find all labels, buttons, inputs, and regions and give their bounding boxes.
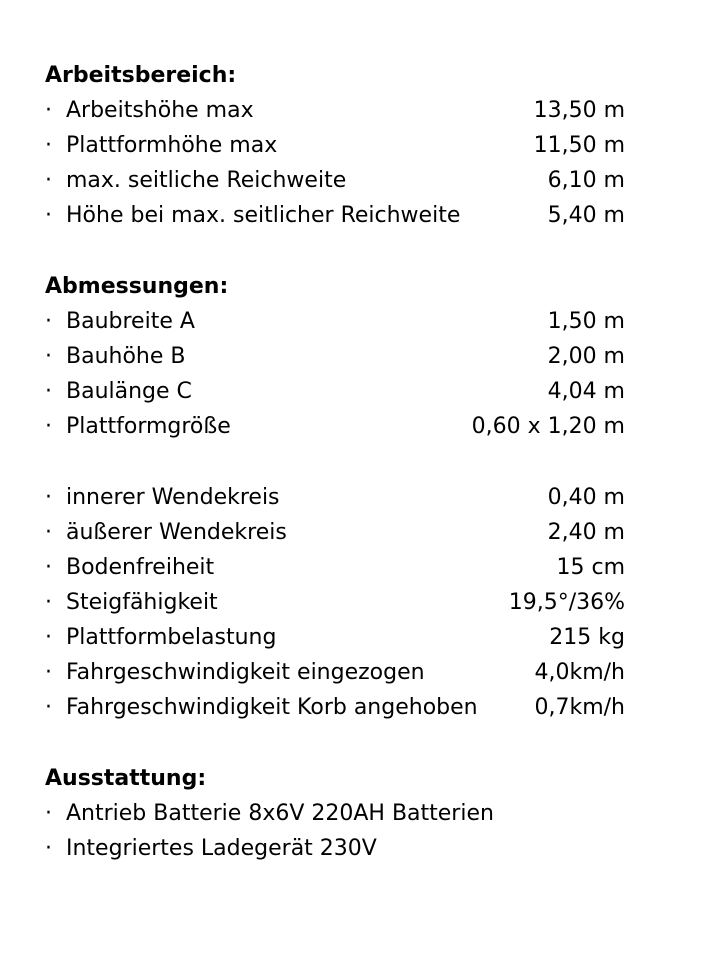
bullet: · xyxy=(45,203,52,228)
section-heading-ausstattung: Ausstattung: xyxy=(45,766,207,791)
bullet: · xyxy=(45,836,52,861)
spec-value: 2,00 m xyxy=(547,344,625,369)
spec-row-bodenfreiheit xyxy=(45,554,625,582)
spec-label: max. seitliche Reichweite xyxy=(66,168,347,193)
bullet: · xyxy=(45,379,52,404)
spec-value: 4,0km/h xyxy=(534,660,625,685)
spec-value: 15 cm xyxy=(556,555,625,580)
spec-label: Fahrgeschwindigkeit Korb angehoben xyxy=(66,695,478,720)
spec-label: Plattformbelastung xyxy=(66,625,277,650)
section-heading-abmessungen: Abmessungen: xyxy=(45,274,229,299)
spec-row-bauhoehe xyxy=(45,343,625,371)
spec-row-arbeitshoehe xyxy=(45,97,625,125)
bullet: · xyxy=(45,485,52,510)
spec-value: 5,40 m xyxy=(547,203,625,228)
spec-label: Arbeitshöhe max xyxy=(66,98,254,123)
bullet: · xyxy=(45,414,52,439)
spec-label: Plattformgröße xyxy=(66,414,231,439)
feature-label: Antrieb Batterie 8x6V 220AH Batterien xyxy=(66,801,494,826)
bullet: · xyxy=(45,309,52,334)
spec-label: Fahrgeschwindigkeit eingezogen xyxy=(66,660,425,685)
spec-label: Bodenfreiheit xyxy=(66,555,215,580)
spec-row-seitliche-reichweite xyxy=(45,167,625,195)
spec-value: 1,50 m xyxy=(547,309,625,334)
spec-value: 0,7km/h xyxy=(534,695,625,720)
section-heading-arbeitsbereich: Arbeitsbereich: xyxy=(45,63,237,88)
bullet: · xyxy=(45,660,52,685)
bullet: · xyxy=(45,555,52,580)
feature-row-antrieb xyxy=(45,800,625,828)
spec-row-plattformgroesse xyxy=(45,413,625,441)
spec-row-hoehe-reichweite xyxy=(45,202,625,230)
bullet: · xyxy=(45,133,52,158)
bullet: · xyxy=(45,625,52,650)
spec-label: Baubreite A xyxy=(66,309,195,334)
spec-row-fahrgeschwindigkeit-eingezogen xyxy=(45,659,625,687)
spec-value: 13,50 m xyxy=(533,98,625,123)
spec-row-fahrgeschwindigkeit-angehoben xyxy=(45,694,625,722)
spec-row-baubreite xyxy=(45,308,625,336)
spec-row-aeusserer-wendekreis xyxy=(45,519,625,547)
spec-value: 2,40 m xyxy=(547,520,625,545)
spec-value: 6,10 m xyxy=(547,168,625,193)
spec-label: Höhe bei max. seitlicher Reichweite xyxy=(66,203,461,228)
spec-row-steigfaehigkeit xyxy=(45,589,625,617)
spec-value: 215 kg xyxy=(549,625,625,650)
bullet: · xyxy=(45,801,52,826)
spec-row-plattformbelastung xyxy=(45,624,625,652)
spec-label: Plattformhöhe max xyxy=(66,133,278,158)
bullet: · xyxy=(45,590,52,615)
spec-value: 0,40 m xyxy=(547,485,625,510)
spec-value: 11,50 m xyxy=(533,133,625,158)
spec-label: äußerer Wendekreis xyxy=(66,520,287,545)
spec-label: innerer Wendekreis xyxy=(66,485,280,510)
spec-value: 0,60 x 1,20 m xyxy=(471,414,625,439)
spec-label: Baulänge C xyxy=(66,379,192,404)
spec-row-baulaenge xyxy=(45,378,625,406)
spec-row-plattformhoehe xyxy=(45,132,625,160)
bullet: · xyxy=(45,168,52,193)
bullet: · xyxy=(45,695,52,720)
spec-label: Bauhöhe B xyxy=(66,344,186,369)
bullet: · xyxy=(45,344,52,369)
spec-label: Steigfähigkeit xyxy=(66,590,218,615)
feature-label: Integriertes Ladegerät 230V xyxy=(66,836,377,861)
bullet: · xyxy=(45,98,52,123)
spec-value: 4,04 m xyxy=(547,379,625,404)
bullet: · xyxy=(45,520,52,545)
spec-value: 19,5°/36% xyxy=(508,590,625,615)
spec-row-innerer-wendekreis xyxy=(45,484,625,512)
feature-row-ladegeraet xyxy=(45,835,625,863)
